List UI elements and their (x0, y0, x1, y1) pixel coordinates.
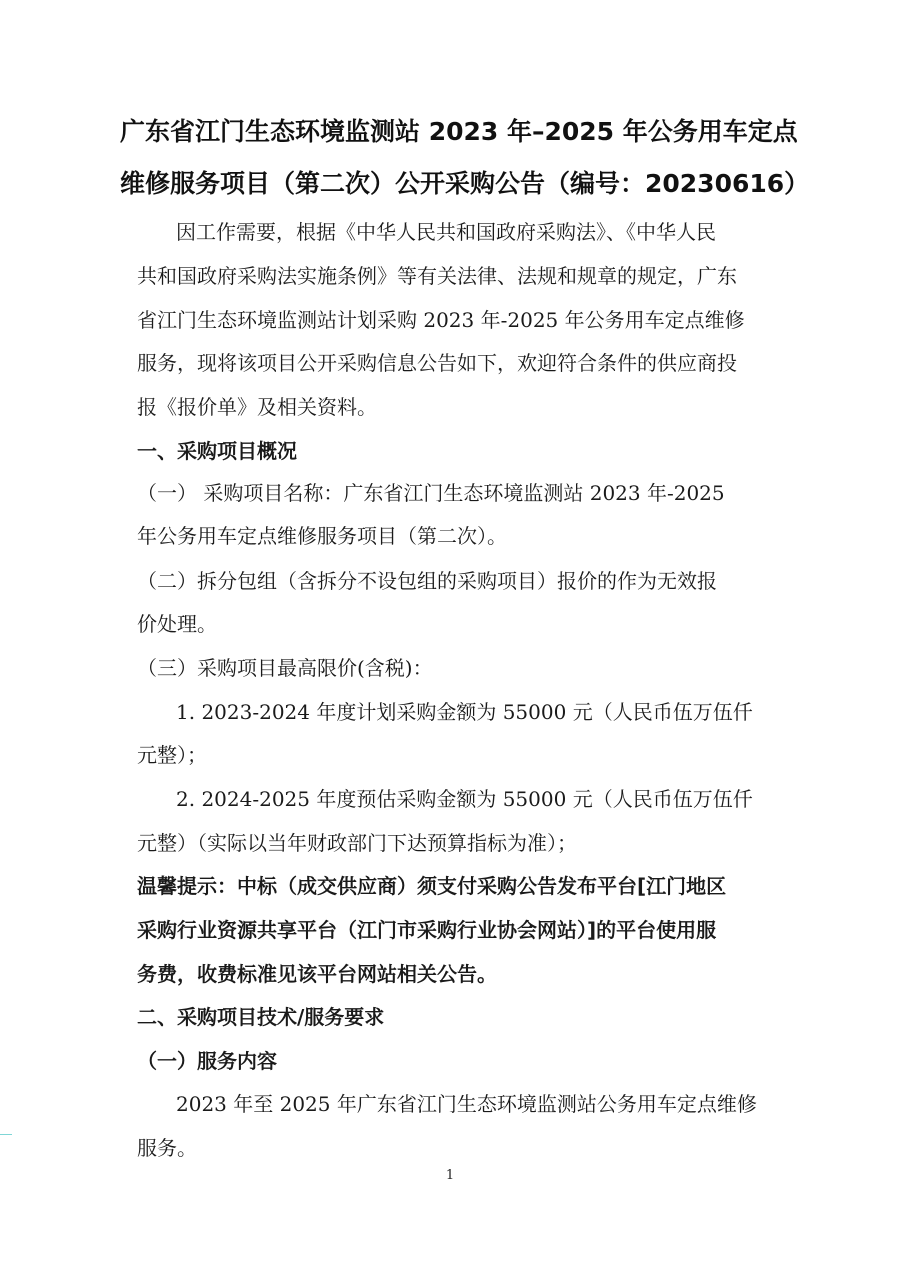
notice-line: 采购行业资源共享平台（江门市采购行业协会网站）]的平台使用服 (137, 918, 717, 942)
scan-edge-mark (0, 1134, 12, 1135)
price-2-line: 元整）（实际以当年财政部门下达预算指标为准）； (137, 831, 577, 855)
intro-paragraph-line: 因工作需要，根据《中华人民共和国政府采购法》、《中华人民 (176, 220, 716, 244)
price-1-line: 1. 2023-2024 年度计划采购金额为 55000 元（人民币伍万伍仟 (176, 700, 753, 724)
notice-line: 温馨提示：中标（成交供应商）须支付采购公告发布平台[江门地区 (137, 874, 727, 898)
notice-line: 务费，收费标准见该平台网站相关公告。 (137, 962, 497, 986)
price-1-line: 元整）； (137, 743, 207, 767)
service-content-line: 服务。 (137, 1136, 197, 1160)
service-content-line: 2023 年至 2025 年广东省江门生态环境监测站公务用车定点维修 (176, 1092, 757, 1116)
item-1-line: （一） 采购项目名称：广东省江门生态环境监测站 2023 年-2025 (137, 481, 725, 505)
page-number: 1 (445, 1168, 455, 1183)
intro-paragraph-line: 共和国政府采购法实施条例》等有关法律、法规和规章的规定，广东 (137, 264, 737, 288)
price-2-line: 2. 2024-2025 年度预估采购金额为 55000 元（人民币伍万伍仟 (176, 787, 753, 811)
item-1-line: 年公务用车定点维修服务项目（第二次）。 (137, 524, 507, 548)
section-1-heading: 一、采购项目概况 (137, 439, 297, 463)
document-title-line-2: 维修服务项目（第二次）公开采购公告（编号：20230616） (120, 169, 810, 198)
intro-paragraph-line: 报《报价单》及相关资料。 (137, 395, 377, 419)
section-2-heading: 二、采购项目技术/服务要求 (137, 1005, 385, 1029)
intro-paragraph-line: 服务，现将该项目公开采购信息公告如下，欢迎符合条件的供应商投 (137, 351, 737, 375)
item-2-line: 价处理。 (137, 612, 217, 636)
section-2-subheading: （一）服务内容 (137, 1049, 277, 1073)
intro-paragraph-line: 省江门生态环境监测站计划采购 2023 年-2025 年公务用车定点维修 (137, 308, 745, 332)
document-title-line-1: 广东省江门生态环境监测站 2023 年–2025 年公务用车定点 (120, 117, 798, 146)
item-3-line: （三）采购项目最高限价(含税)： (137, 656, 433, 680)
item-2-line: （二）拆分包组（含拆分不设包组的采购项目）报价的作为无效报 (137, 569, 717, 593)
